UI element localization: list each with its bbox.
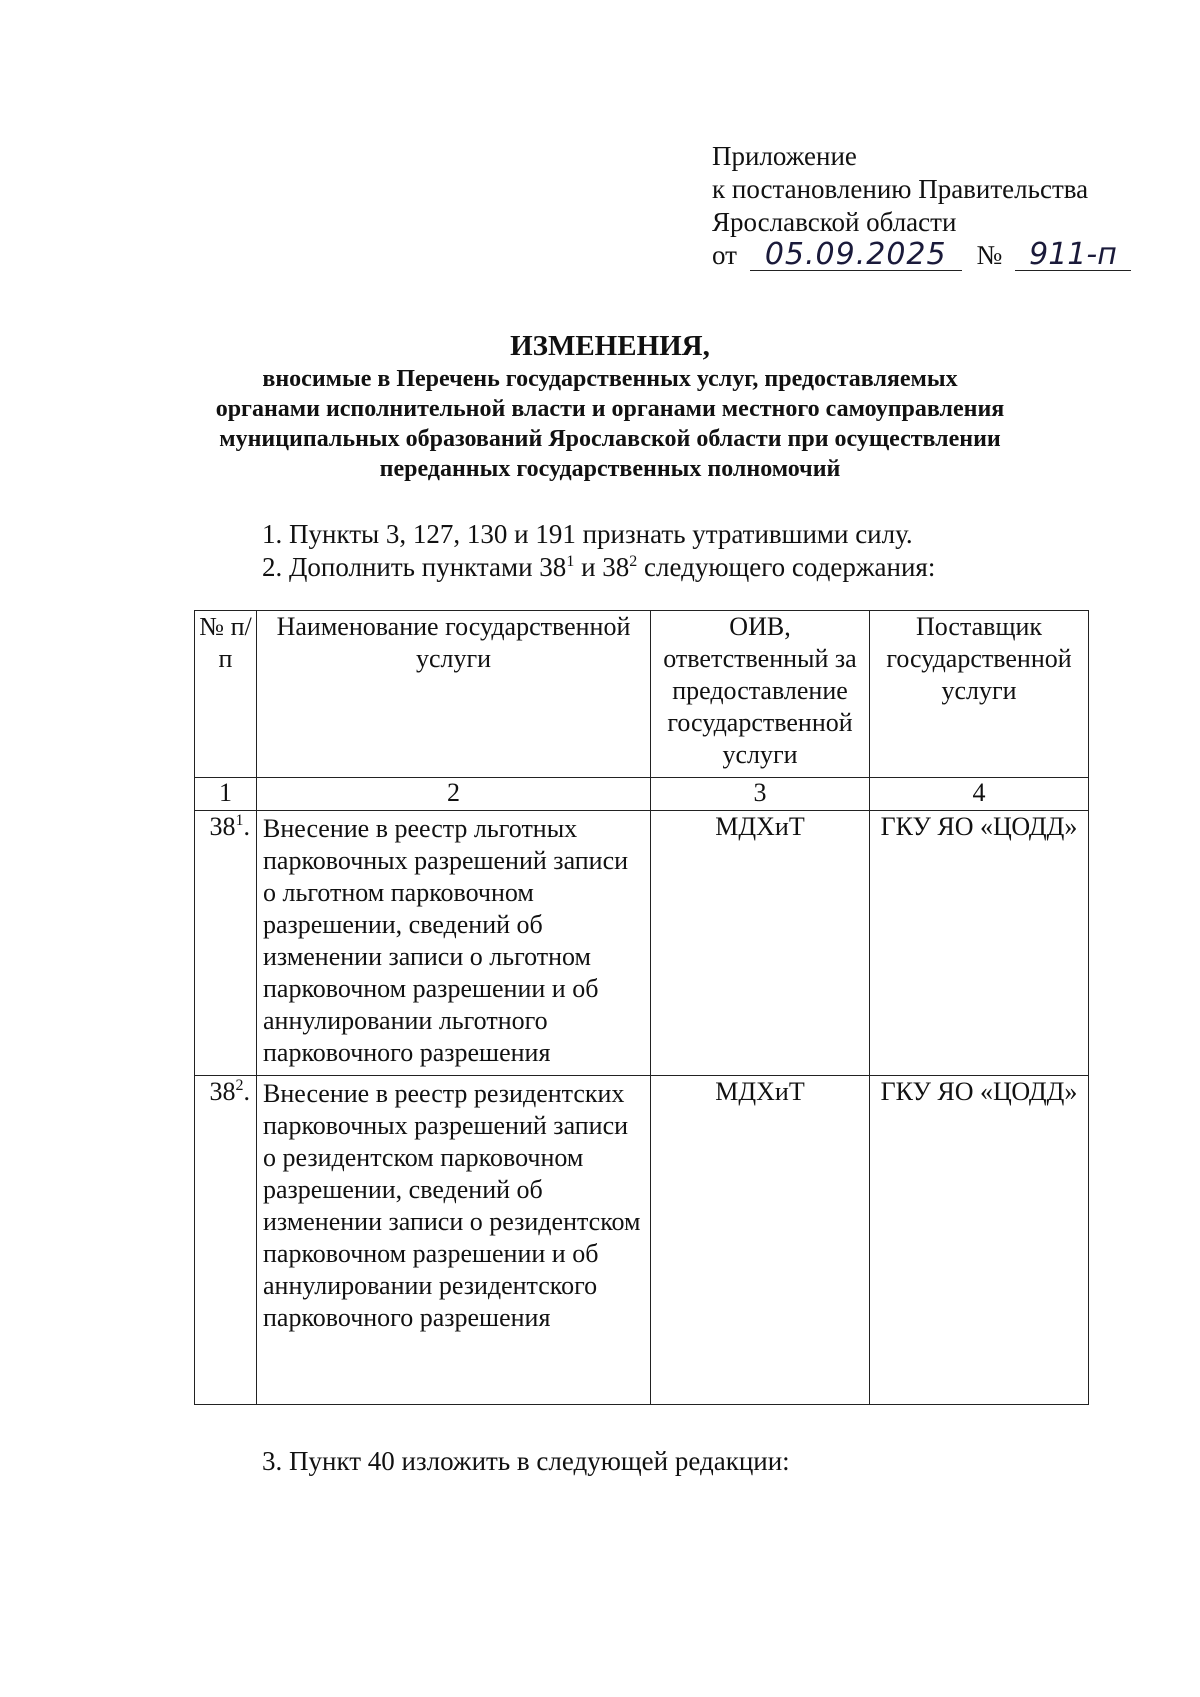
header-service-name: Наименование государственной услуги	[257, 611, 651, 778]
service-name: Внесение в реестр льготных парковочных разрешений записи о льготном парковочном разрешении, сведений об изменении записи о льготном парковочном разрешении и об аннулировании льготного парковочного разрешения	[257, 811, 651, 1076]
header-oiv: ОИВ, ответственный за предоставление государственной услуги	[651, 611, 870, 778]
document-heading	[140, 328, 1080, 484]
paragraph-2-text: и 38	[574, 552, 630, 582]
paragraph-2	[262, 551, 935, 583]
document-subtitle-line: органами исполнительной власти и органами местного самоуправления	[215, 396, 1005, 422]
appendix-block	[712, 140, 1131, 272]
row-number-superscript: 2	[235, 1077, 244, 1094]
row-number-suffix: .	[243, 1077, 250, 1106]
paragraph-3: 3. Пункт 40 изложить в следующей редакции:	[262, 1446, 790, 1476]
column-number: 3	[651, 778, 870, 811]
header-number: № п/п	[195, 611, 257, 778]
date-prefix: от	[712, 240, 737, 270]
handwritten-number: 911-п	[1015, 240, 1131, 271]
row-number-suffix: .	[243, 812, 250, 841]
paragraph-1: 1. Пункты 3, 127, 130 и 191 признать утратившими силу.	[262, 519, 913, 549]
column-number: 2	[257, 778, 651, 811]
superscript: 1	[566, 553, 575, 570]
row-number	[195, 1076, 257, 1405]
table-header-row	[195, 611, 1089, 778]
provider-cell: ГКУ ЯО «ЦОДД»	[870, 811, 1089, 1076]
paragraph-2-text: следующего содержания:	[637, 552, 936, 582]
appendix-decree-line: к постановлению Правительства	[712, 174, 1089, 204]
oiv-cell: МДХиТ	[651, 1076, 870, 1405]
column-number-row	[195, 778, 1089, 811]
appendix-date-number-line	[712, 239, 1131, 272]
service-name: Внесение в реестр резидентских парковочных разрешений записи о резидентском парковочном разрешении, сведений об изменении записи о резидентском парковочном разрешении и об аннулировании резидентского парковочного разрешения	[257, 1076, 651, 1405]
appendix-title: Приложение	[712, 141, 857, 171]
row-number	[195, 811, 257, 1076]
table-row	[195, 811, 1089, 1076]
superscript: 2	[629, 553, 638, 570]
appendix-region-line: Ярославской области	[712, 207, 957, 237]
header-provider: Поставщик государственной услуги	[870, 611, 1089, 778]
paragraph-2-text: 2. Дополнить пунктами 38	[262, 552, 567, 582]
services-table	[194, 610, 1089, 1405]
row-number-value: 38	[209, 812, 236, 841]
handwritten-date: 05.09.2025	[750, 240, 962, 271]
document-subtitle-line: муниципальных образований Ярославской области при осуществлении	[219, 426, 1001, 452]
provider-cell: ГКУ ЯО «ЦОДД»	[870, 1076, 1089, 1405]
document-subtitle-line: вносимые в Перечень государственных услуг, предоставляемых	[262, 366, 958, 392]
document-title: ИЗМЕНЕНИЯ,	[510, 330, 710, 362]
oiv-cell: МДХиТ	[651, 811, 870, 1076]
column-number: 4	[870, 778, 1089, 811]
row-number-superscript: 1	[235, 812, 244, 829]
number-prefix: №	[976, 240, 1003, 270]
column-number: 1	[195, 778, 257, 811]
table-row	[195, 1076, 1089, 1405]
row-number-value: 38	[209, 1077, 236, 1106]
document-subtitle-line: переданных государственных полномочий	[379, 456, 841, 482]
